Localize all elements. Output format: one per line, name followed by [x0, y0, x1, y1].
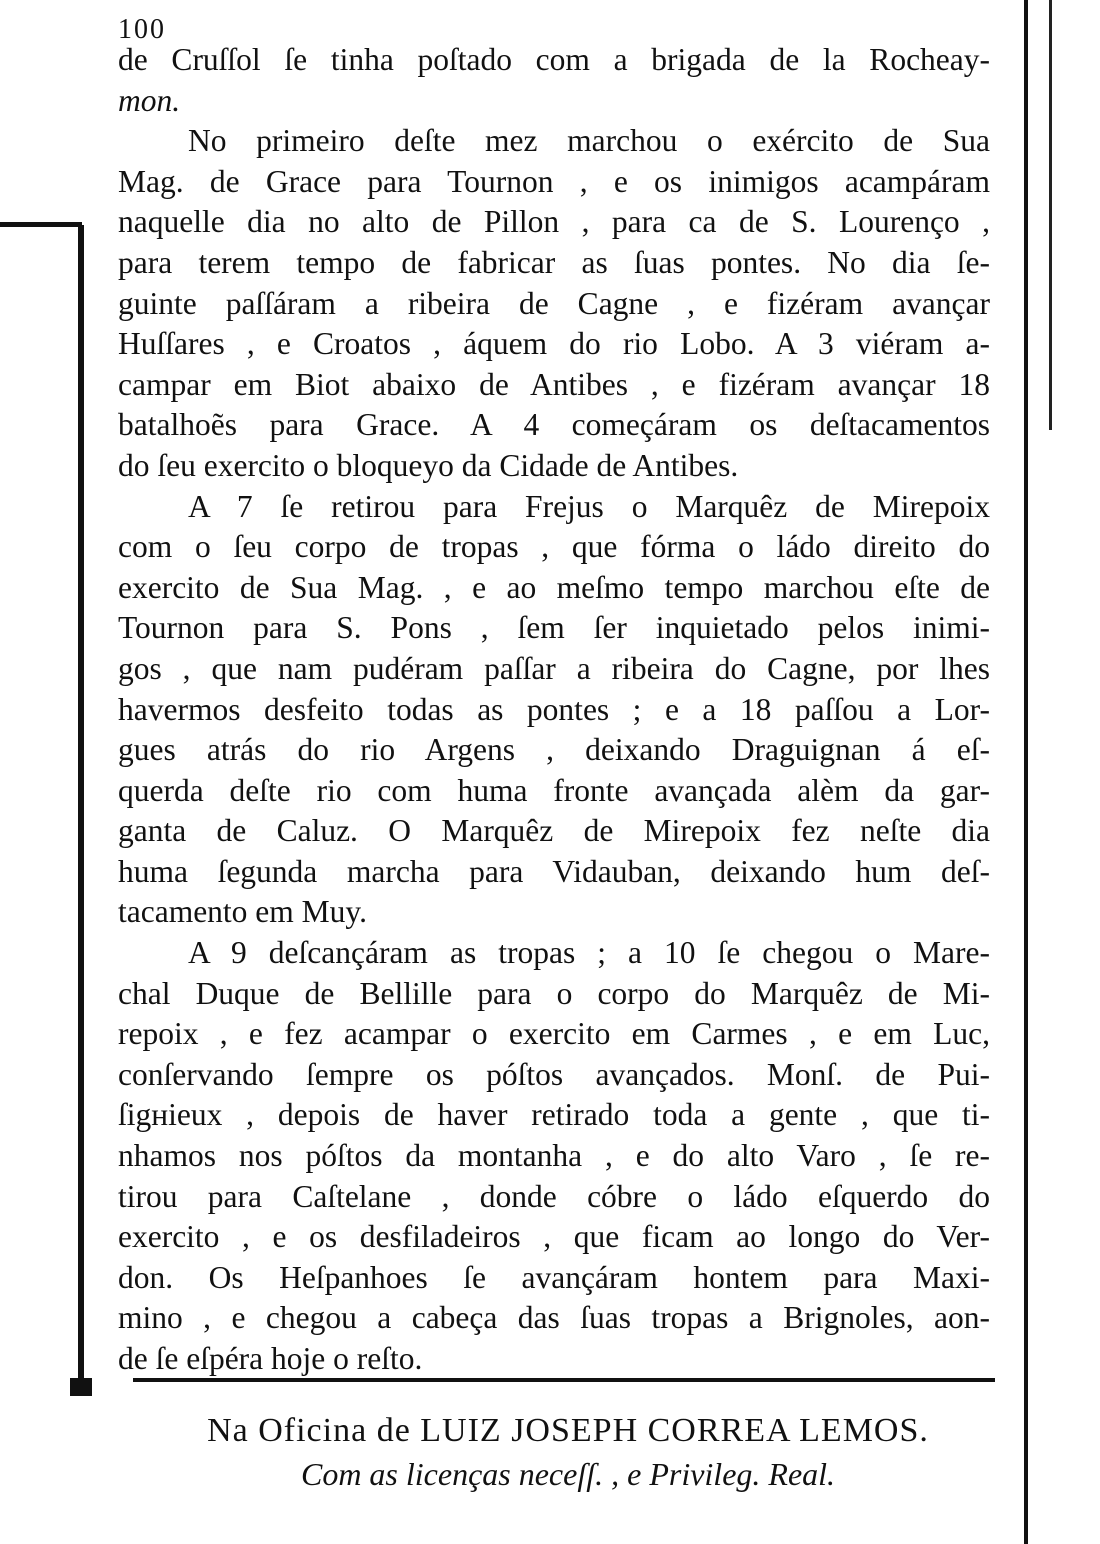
licence-line: Com as licenças neceſſ. , e Privileg. Real.: [300, 1456, 836, 1492]
text-line: do ſeu exercito o bloqueyo da Cidade de Antibes.: [118, 447, 739, 483]
text-line: conſervando ſempre os póſtos avançados. Monſ. de Pui-: [118, 1056, 990, 1092]
text-line: chal Duque de Bellille para o corpo do Marquêz de Mi-: [118, 975, 990, 1011]
text-line: Tournon para S. Pons , ſem ſer inquietado pelos inimi-: [118, 610, 990, 646]
text-line: ganta de Caluz. O Marquêz de Mirepoix fez neſte dia: [118, 813, 990, 849]
text-line: gues atrás do rio Argens , deixando Draguignan á eſ-: [118, 732, 990, 768]
text-line: para terem tempo de fabricar as ſuas pontes. No dia ſe-: [118, 244, 990, 280]
horizontal-rule: [133, 1378, 995, 1382]
text-line: nhamos nos póſtos da montanha , e do alto Varo , ſe re-: [118, 1138, 990, 1174]
text-line: exercito de Sua Mag. , e ao meſmo tempo marchou eſte de: [118, 569, 990, 605]
text-line: com o ſeu corpo de tropas , que fórma o ládo direito do: [118, 529, 990, 565]
text-line: havermos desfeito todas as pontes ; e a 18 paſſou a Lor-: [118, 691, 990, 727]
printer-imprint: Na Oficina de LUIZ JOSEPH CORREA LEMOS.: [207, 1412, 929, 1449]
text-line: exercito , e os desfiladeiros , que ficam ao longo do Ver-: [118, 1219, 990, 1255]
text-line: huma ſegunda marcha para Vidauban, deixando hum deſ-: [118, 853, 990, 889]
text-line: Huſſares , e Croatos , áquem do rio Lobo. A 3 viéram a-: [118, 326, 990, 362]
scan-edge-mark: [0, 222, 82, 227]
scan-edge-mark: [78, 225, 84, 1395]
paragraph: [118, 121, 990, 486]
paragraph: [118, 40, 990, 121]
text-line: gos , que nam pudéram paſſar a ribeira do Cagne, por lhes: [118, 650, 990, 686]
text-line: A 7 ſe retirou para Frejus o Marquêz de Mirepoix: [188, 488, 990, 524]
text-line: campar em Biot abaixo de Antibes , e fizéram avançar 18: [118, 366, 990, 402]
text-line: A 9 deſcançáram as tropas ; a 10 ſe chegou o Mare-: [188, 935, 990, 971]
text-line: batalhoẽs para Grace. A 4 começáram os deſtacamentos: [118, 407, 990, 443]
text-line: naquelle dia no alto de Pillon , para ca de S. Lourenço ,: [118, 204, 990, 240]
text-line: mon.: [118, 82, 181, 118]
text-line: de ſe eſpéra hoje o reſto.: [118, 1341, 423, 1376]
scan-edge-mark: [70, 1378, 92, 1396]
text-line: don. Os Heſpanhoes ſe avançáram hontem para Maxi-: [118, 1259, 990, 1295]
text-line: mino , e chegou a cabeça das ſuas tropas a Brignoles, aon-: [118, 1300, 990, 1336]
text-line: ſigнieux , depois de haver retirado toda a gente , que ti-: [118, 1097, 990, 1133]
page-number: 100: [118, 14, 166, 45]
paragraph: [118, 933, 990, 1380]
text-line: de Cruſſol ſe tinha poſtado com a brigada de la Rocheay-: [118, 42, 990, 77]
text-line: Mag. de Grace para Tournon , e os inimigos acampáram: [118, 163, 990, 199]
paragraph: [118, 487, 990, 934]
text-line: tirou para Caſtelane , donde cóbre o ládo eſquerdo do: [118, 1178, 990, 1214]
text-line: repoix , e fez acampar o exercito em Carmes , e em Luc,: [118, 1016, 990, 1052]
scan-edge-mark: [1049, 0, 1052, 430]
text-line: querda deſte rio com huma fronte avançada alèm da gar-: [118, 772, 990, 808]
scan-edge-mark: [1024, 0, 1028, 1544]
text-line: tacamento em Muy.: [118, 894, 368, 930]
body-text: [118, 24, 990, 1380]
text-line: guinte paſſáram a ribeira de Cagne , e fizéram avançar: [118, 285, 990, 321]
text-line: No primeiro deſte mez marchou o exército de Sua: [188, 123, 990, 159]
